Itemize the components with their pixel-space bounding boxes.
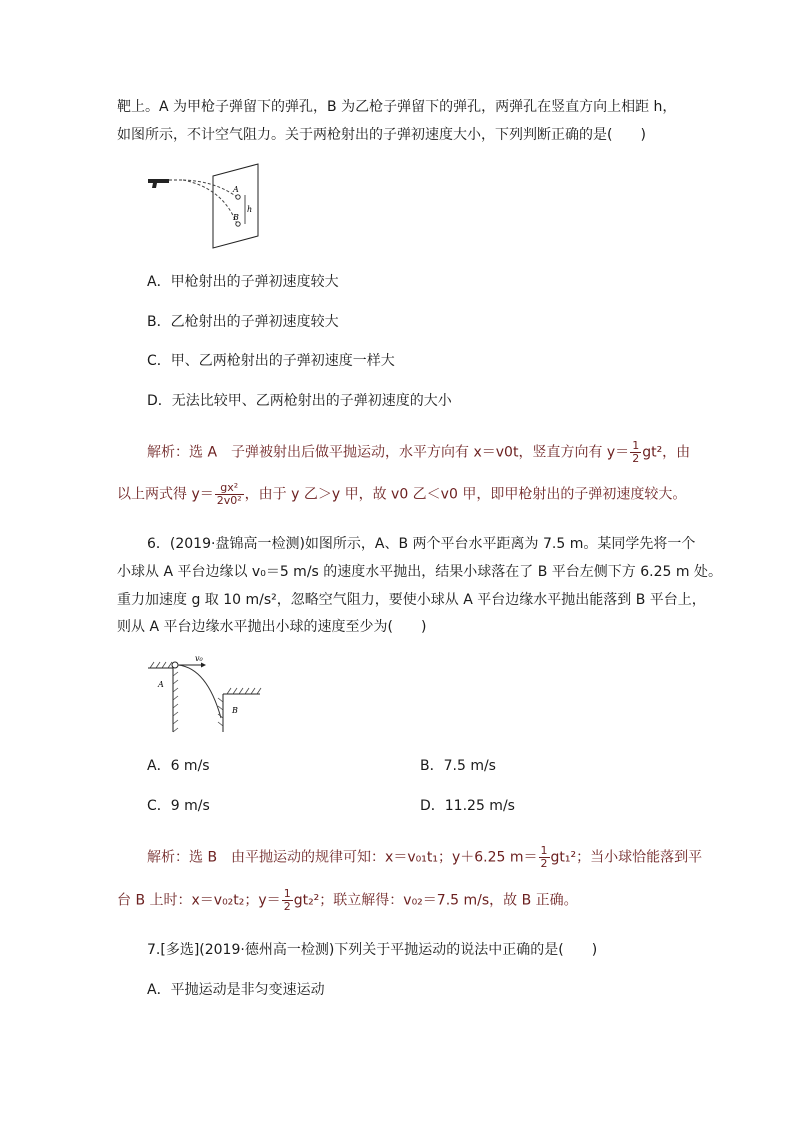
q6-option-a: A．6 m/s [147,758,210,774]
fraction-numerator: gx² [215,482,244,495]
q6-fig-label-a: A [158,680,164,689]
q5-analysis-l2-text-b: ，由于 y 乙＞y 甲，故 v0 乙＜v0 甲，即甲枪射出的子弹初速度较大。 [244,486,687,503]
q6-stem-line3: 重力加速度 g 取 10 m/s²，忽略空气阻力，要使小球从 A 平台边缘水平抛出能落到 B 平台上， [117,592,706,608]
q5-option-b: B．乙枪射出的子弹初速度较大 [147,314,339,330]
q5-fig-label-a: A [233,185,239,194]
fraction-numerator: 1 [540,844,548,857]
q5-analysis-l1-text-b: gt²，由 [642,444,691,461]
q5-stem-line2: 如图所示，不计空气阻力。关于两枪射出的子弹初速度大小，下列判断正确的是( ) [117,127,646,143]
q6-analysis-fraction-2 [282,888,293,913]
q5-analysis-line1 [147,440,690,465]
q5-fig-label-b: B [233,213,239,222]
q6-option-c: C．9 m/s [147,798,210,814]
q6-stem-line2: 小球从 A 平台边缘以 v₀＝5 m/s 的速度水平抛出，结果小球落在了 B 平台左侧下方 6.25 m 处。 [117,564,722,580]
q6-analysis-fraction-1 [539,845,550,870]
q6-platforms-figure [145,650,275,735]
q5-analysis-l2-text-a: 以上两式得 y＝ [117,486,214,503]
q6-option-b: B．7.5 m/s [420,758,496,774]
q5-analysis-line2 [117,482,686,507]
fraction-numerator: 1 [283,887,291,900]
q6-analysis-l1-text-b: gt₁²；当小球恰能落到平 [550,849,703,866]
q6-stem-line1: 6．(2019·盘锦高一检测)如图所示，A、B 两个平台水平距离为 7.5 m。某同学先将一个 [147,536,696,552]
q6-analysis-line2 [117,888,578,913]
fraction-denominator: 2 [632,452,640,465]
q6-option-d: D．11.25 m/s [420,798,515,814]
q6-analysis-l2-text-a: 台 B 上时：x＝v₀₂t₂；y＝ [117,892,281,909]
trajectory-a [183,180,237,197]
q5-analysis-l1-text-a: 解析：选 A 子弹被射出后做平抛运动，水平方向有 x＝v0t，竖直方向有 y＝ [147,444,630,461]
gun-icon [148,179,169,188]
q7-option-a: A．平抛运动是非匀变速运动 [147,982,325,998]
q7-stem-line1: 7.[多选](2019·德州高一检测)下列关于平抛运动的说法中正确的是( ) [147,942,598,958]
fraction-numerator: 1 [632,439,640,452]
fraction-denominator: 2 [540,857,548,870]
q6-stem-line4: 则从 A 平台边缘水平抛出小球的速度至少为( ) [117,619,427,635]
q6-analysis-line1 [147,845,702,870]
q6-trajectory [178,665,221,718]
q5-stem-line1: 靶上。A 为甲枪子弹留下的弹孔，B 为乙枪子弹留下的弹孔，两弹孔在竖直方向上相距 h， [117,99,677,115]
fraction-denominator: 2v0² [216,494,242,507]
q6-fig-label-b: B [232,706,238,715]
q5-analysis-fraction-1 [630,440,641,465]
q5-fig-label-h: h [247,205,253,214]
q6-analysis-l1-text-a: 解析：选 B 由平抛运动的规律可知：x＝v₀₁t₁；y＋6.25 m＝ [147,849,538,866]
q5-gun-target-figure [145,160,265,250]
q6-analysis-l2-text-b: gt₂²；联立解得：v₀₂＝7.5 m/s，故 B 正确。 [293,892,578,909]
fraction-denominator: 2 [283,900,291,913]
trajectory-b [183,180,237,224]
q5-option-a: A．甲枪射出的子弹初速度较大 [147,274,339,290]
q5-option-d: D．无法比较甲、乙两枪射出的子弹初速度的大小 [147,393,452,409]
q5-option-c: C．甲、乙两枪射出的子弹初速度一样大 [147,353,395,369]
q6-fig-label-v0: v₀ [195,654,203,663]
q5-analysis-fraction-2 [215,482,244,507]
